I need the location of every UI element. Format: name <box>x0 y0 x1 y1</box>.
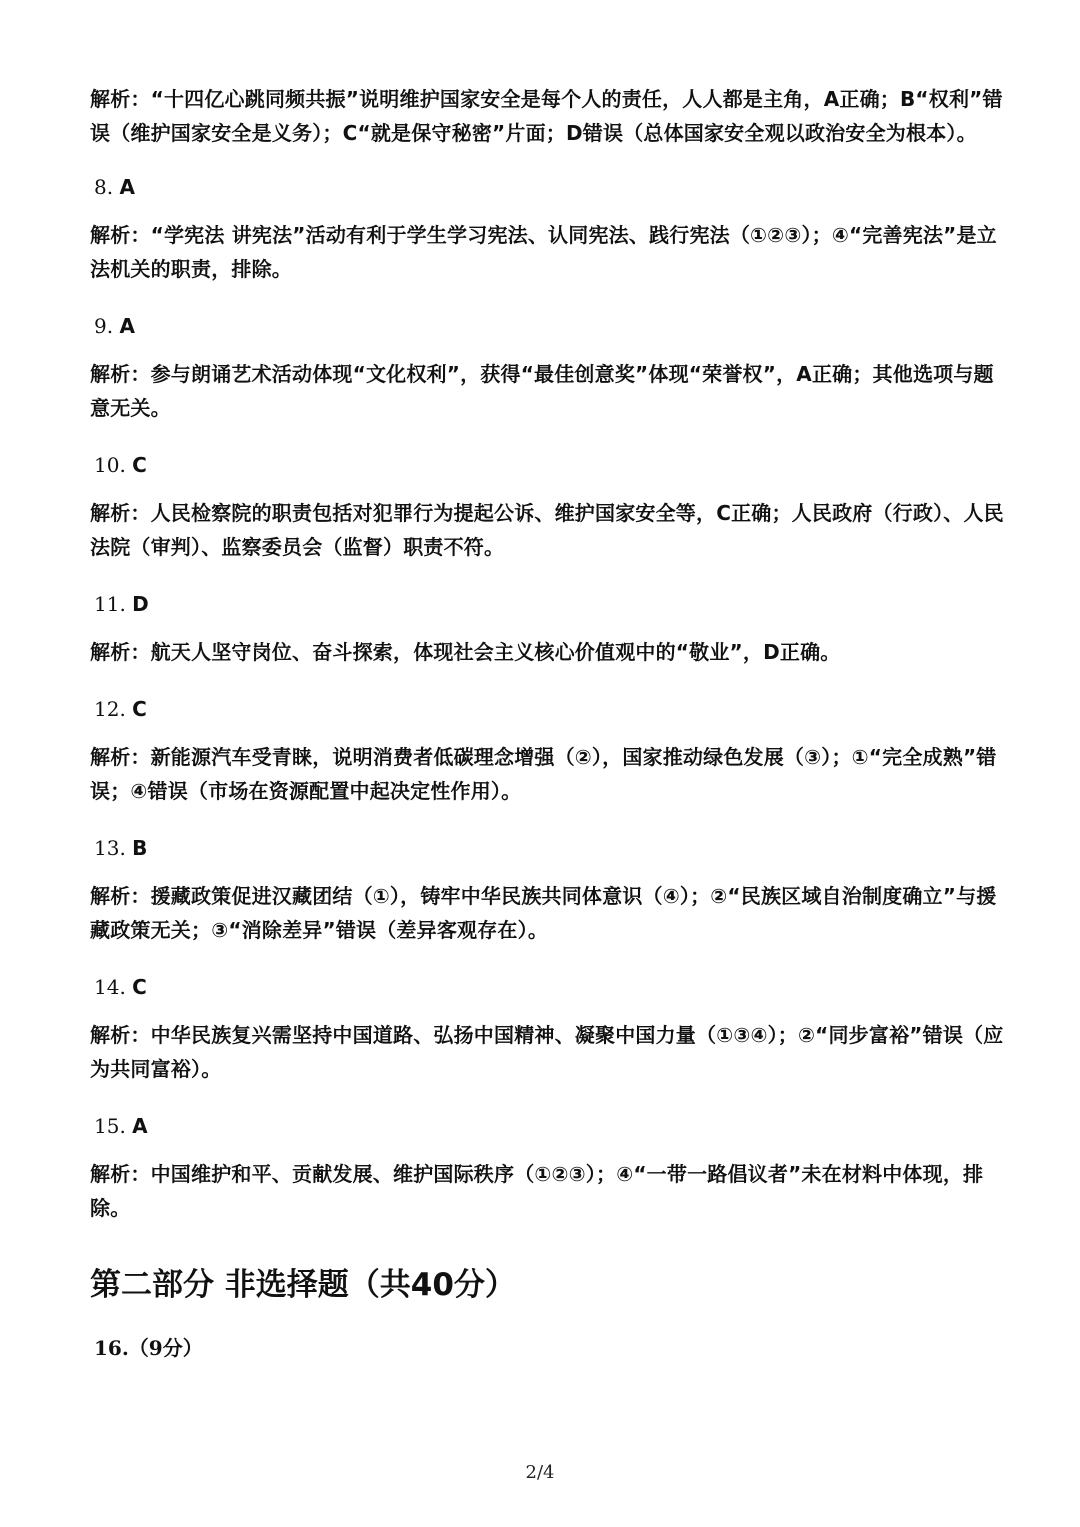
question-13-answer <box>90 833 1005 863</box>
document-page <box>90 82 1005 1363</box>
answer-letter: A <box>119 175 135 199</box>
answer-letter: B <box>132 836 148 860</box>
question-9-answer <box>90 311 1005 341</box>
answer-letter: C <box>132 975 147 999</box>
question-14-answer <box>90 972 1005 1002</box>
answer-letter: D <box>132 592 149 616</box>
analysis-q9: 解析：参与朗诵艺术活动体现“文化权利”，获得“最佳创意奖”体现“荣誉权”，A正确；其他选项与题意无关。 <box>90 362 994 420</box>
analysis-q15: 解析：中国维护和平、贡献发展、维护国际秩序（①②③）；④“一带一路倡议者”未在材料中体现，排除。 <box>90 1162 984 1220</box>
question-8-answer <box>90 172 1005 202</box>
analysis-q11: 解析：航天人坚守岗位、奋斗探索，体现社会主义核心价值观中的“敬业”，D正确。 <box>90 640 841 664</box>
question-12-answer <box>90 694 1005 724</box>
analysis-q13: 解析：援藏政策促进汉藏团结（①），铸牢中华民族共同体意识（④）；②“民族区域自治制度确立”与援藏政策无关；③“消除差异”错误（差异客观存在）。 <box>90 884 997 942</box>
question-number: 14. <box>94 975 126 999</box>
answer-letter: C <box>132 697 147 721</box>
question-number: 11. <box>94 592 126 616</box>
page-number: 2/4 <box>525 1462 555 1483</box>
analysis-q10: 解析：人民检察院的职责包括对犯罪行为提起公诉、维护国家安全等，C正确；人民政府（行政）、人民法院（审判）、监察委员会（监督）职责不符。 <box>90 501 1004 559</box>
analysis-q14: 解析：中华民族复兴需坚持中国道路、弘扬中国精神、凝聚中国力量（①③④）；②“同步富裕”错误（应为共同富裕）。 <box>90 1023 1004 1081</box>
question-11-answer <box>90 589 1005 619</box>
analysis-q8: 解析：“学宪法 讲宪法”活动有利于学生学习宪法、认同宪法、践行宪法（①②③）；④“完善宪法”是立法机关的职责，排除。 <box>90 223 997 281</box>
question-number: 8. <box>94 175 114 199</box>
question-10-answer <box>90 450 1005 480</box>
question-16-label: 16.（9分） <box>94 1336 203 1360</box>
analysis-q12: 解析：新能源汽车受青睐，说明消费者低碳理念增强（②），国家推动绿色发展（③）；①“完全成熟”错误；④错误（市场在资源配置中起决定性作用）。 <box>90 745 997 803</box>
answer-letter: A <box>132 1114 148 1138</box>
answer-letter: C <box>132 453 147 477</box>
question-number: 10. <box>94 453 126 477</box>
answer-letter: A <box>119 314 135 338</box>
analysis-q7: 解析：“十四亿心跳同频共振”说明维护国家安全是每个人的责任，人人都是主角，A正确；B“权利”错误（维护国家安全是义务）；C“就是保守秘密”片面；D错误（总体国家安全观以政治安全为根本）。 <box>90 87 1003 145</box>
question-number: 9. <box>94 314 114 338</box>
question-number: 15. <box>94 1114 126 1138</box>
question-number: 12. <box>94 697 126 721</box>
question-15-answer <box>90 1111 1005 1141</box>
section-title: 第二部分 非选择题（共40分） <box>90 1267 516 1303</box>
question-number: 13. <box>94 836 126 860</box>
